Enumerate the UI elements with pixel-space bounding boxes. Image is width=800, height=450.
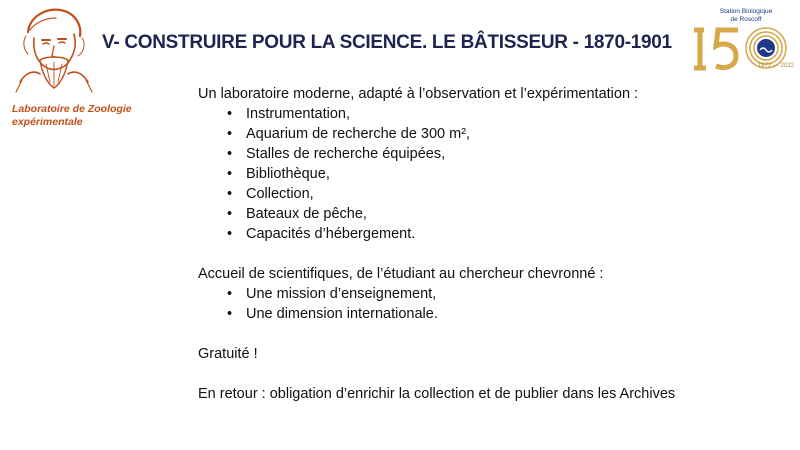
list-item: • Collection,	[227, 184, 778, 204]
facilities-list	[198, 104, 778, 244]
list-item: • Une mission d’enseignement,	[227, 284, 778, 304]
lab-caption	[12, 103, 152, 129]
missions-list	[198, 284, 778, 324]
list-item: • Bateaux de pêche,	[227, 204, 778, 224]
list-item: • Stalles de recherche équipées,	[227, 144, 778, 164]
logo-station-line-1: Station Biologique	[719, 8, 773, 15]
logo-station-line-2: de Roscoff	[730, 15, 762, 23]
logo-station-name	[706, 8, 786, 23]
intro-text: Un laboratoire moderne, adapté à l’observation et l’expérimentation :	[198, 86, 639, 102]
logo-years: 1872 — 2022	[757, 63, 794, 69]
portrait-sketch-icon	[6, 2, 98, 94]
list-item: • Capacités d’hébergement.	[227, 224, 778, 244]
list-item: • Une dimension internationale.	[227, 304, 778, 324]
slide-body	[198, 84, 778, 404]
welcome-text: Accueil de scientifiques, de l’étudiant au chercheur chevronné :	[198, 266, 604, 282]
lab-caption-line-1: Laboratoire de Zoologie	[12, 103, 132, 115]
list-item: • Aquarium de recherche de 300 m²,	[227, 124, 778, 144]
list-item: • Instrumentation,	[227, 104, 778, 124]
return-text: En retour : obligation d’enrichir la collection et de publier dans les Archives	[198, 386, 676, 402]
list-item: • Bibliothèque,	[227, 164, 778, 184]
lab-caption-line-2: expérimentale	[12, 116, 83, 128]
slide-title: V- CONSTRUIRE POUR LA SCIENCE. LE BÂTISSEUR - 1870-1901	[102, 32, 672, 53]
free-text: Gratuité !	[198, 346, 258, 362]
